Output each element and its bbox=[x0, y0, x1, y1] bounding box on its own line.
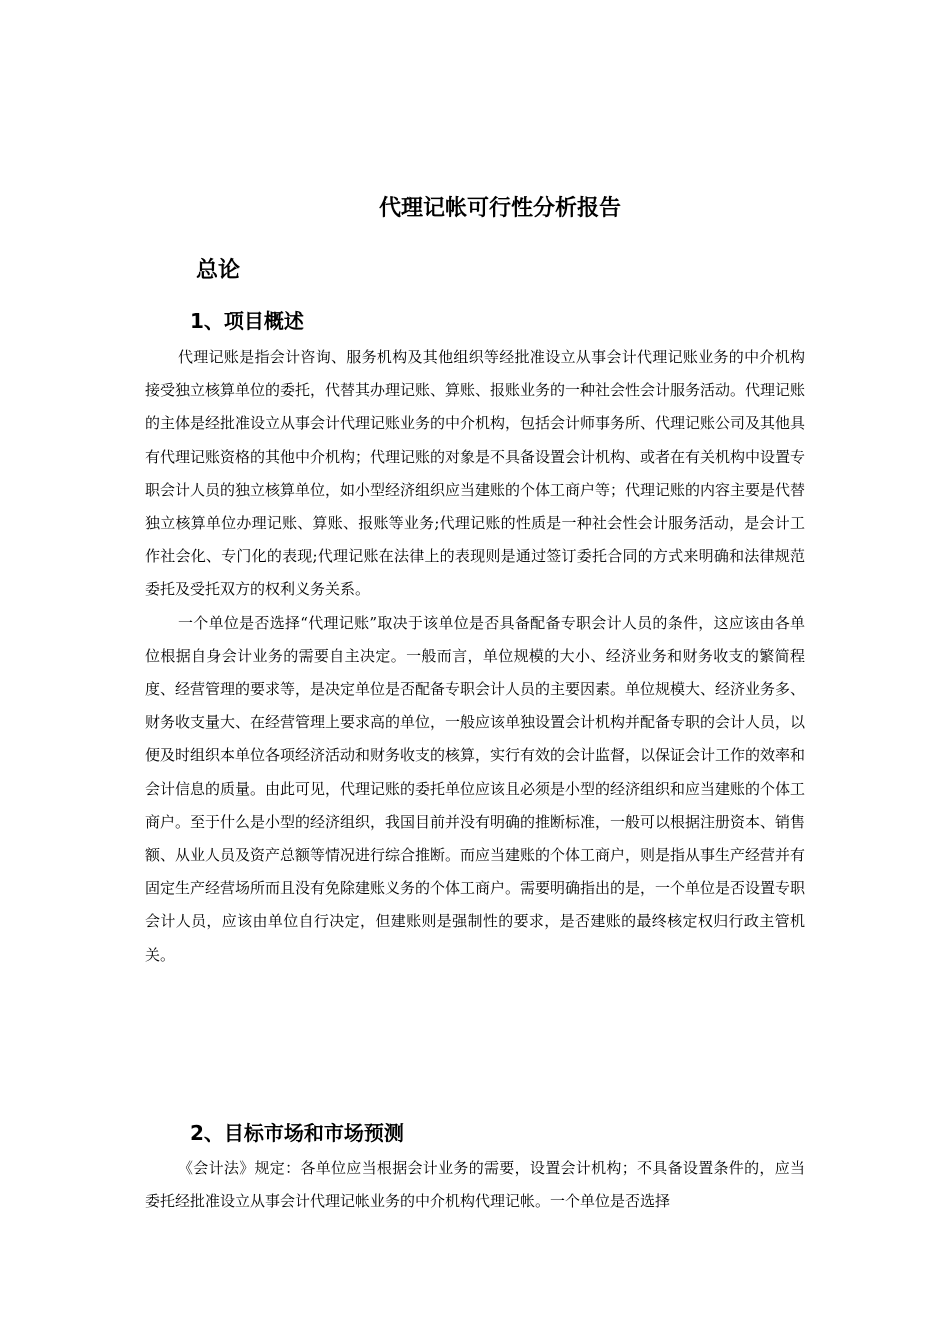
paragraph: 一个单位是否选择“代理记账”取决于该单位是否具备配备专职会计人员的条件，这应该由各单位根据自身会计业务的需要自主决定。一般而言，单位规模的大小、经济业务和财务收支的繁简程度、经营管理的要求等，是决定单位是否配备专职会计人员的主要因素。单位规模大、经济业务多、财务收支量大、在经营管理上要求高的单位，一般应该单独设置会计机构并配备专职的会计人员，以便及时组织本单位各项经济活动和财务收支的核算，实行有效的会计监督，以保证会计工作的效率和会计信息的质量。由此可见，代理记账的委托单位应该且必须是小型的经济组织和应当建账的个体工商户。至于什么是小型的经济组织，我国目前并没有明确的推断标准，一般可以根据注册资本、销售额、从业人员及资产总额等情况进行综合推断。而应当建账的个体工商户，则是指从事生产经营并有固定生产经营场所而且没有免除建账义务的个体工商户。需要明确指出的是，一个单位是否设置专职会计人员，应该由单位自行决定，但建账则是强制性的要求，是否建账的最终核定权归行政主管机关。 bbox=[145, 613, 806, 964]
subsection-1-body bbox=[145, 341, 805, 972]
section-heading: 总论 bbox=[196, 258, 241, 283]
subsection-heading-2: 2、目标市场和市场预测 bbox=[190, 1121, 404, 1145]
paragraph: 代理记账是指会计咨询、服务机构及其他组织等经批准设立从事会计代理记账业务的中介机构接受独立核算单位的委托，代替其办理记账、算账、报账业务的一种社会性会计服务活动。代理记账的主体是经批准设立从事会计代理记账业务的中介机构，包括会计师事务所、代理记账公司及其他具有代理记账资格的其他中介机构；代理记账的对象是不具备设置会计机构、或者在有关机构中设置专职会计人员的独立核算单位，如小型经济组织应当建账的个体工商户等；代理记账的内容主要是代替独立核算单位办理记账、算账、报账等业务;代理记账的性质是一种社会性会计服务活动，是会计工作社会化、专门化的表现;代理记账在法律上的表现则是通过签订委托合同的方式来明确和法律规范委托及受托双方的权利义务关系。 bbox=[145, 348, 806, 599]
subsection-2-body bbox=[145, 1152, 805, 1218]
document-title: 代理记帐可行性分析报告 bbox=[378, 196, 621, 221]
subsection-heading-1: 1、项目概述 bbox=[190, 309, 304, 333]
paragraph: 《会计法》规定：各单位应当根据会计业务的需要，设置会计机构；不具备设置条件的，应当委托经批准设立从事会计代理记帐业务的中介机构代理记帐。一个单位是否选择 bbox=[145, 1159, 805, 1211]
